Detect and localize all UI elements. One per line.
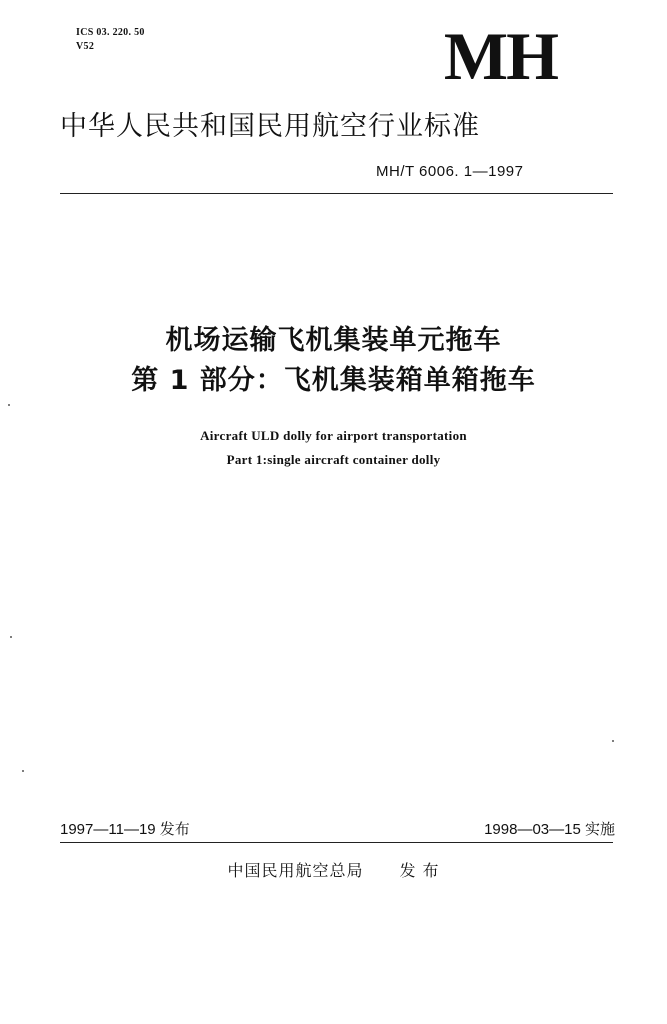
implement-date: 1998—03—15 实施	[484, 821, 615, 838]
classification-code: V52	[76, 41, 95, 52]
scan-speck	[22, 770, 24, 772]
document-title-cn-line1: 机场运输飞机集装单元拖车	[165, 325, 502, 356]
ics-block	[76, 26, 145, 54]
document-title-cn-line2: 第 1 部分：飞机集装箱单箱拖车	[131, 365, 536, 396]
issue-label: 发 布	[399, 861, 440, 880]
top-divider	[60, 193, 613, 194]
scan-speck	[8, 404, 10, 406]
issuer-line	[0, 860, 667, 882]
ics-code: ICS 03. 220. 50	[76, 27, 145, 38]
publish-date: 1997—11—19 发布	[60, 821, 190, 838]
document-title-en-line1: Aircraft ULD dolly for airport transportation	[200, 428, 467, 443]
scan-speck	[10, 636, 12, 638]
scan-speck	[612, 740, 614, 742]
standard-title: 中华人民共和国民用航空行业标准	[60, 111, 480, 142]
issuer-name: 中国民用航空总局	[227, 861, 364, 880]
document-title-en-line2: Part 1:single aircraft container dolly	[226, 452, 441, 467]
mh-logo: MH	[443, 18, 557, 94]
bottom-divider	[60, 842, 613, 843]
standard-code: MH/T 6006. 1—1997	[376, 163, 524, 180]
